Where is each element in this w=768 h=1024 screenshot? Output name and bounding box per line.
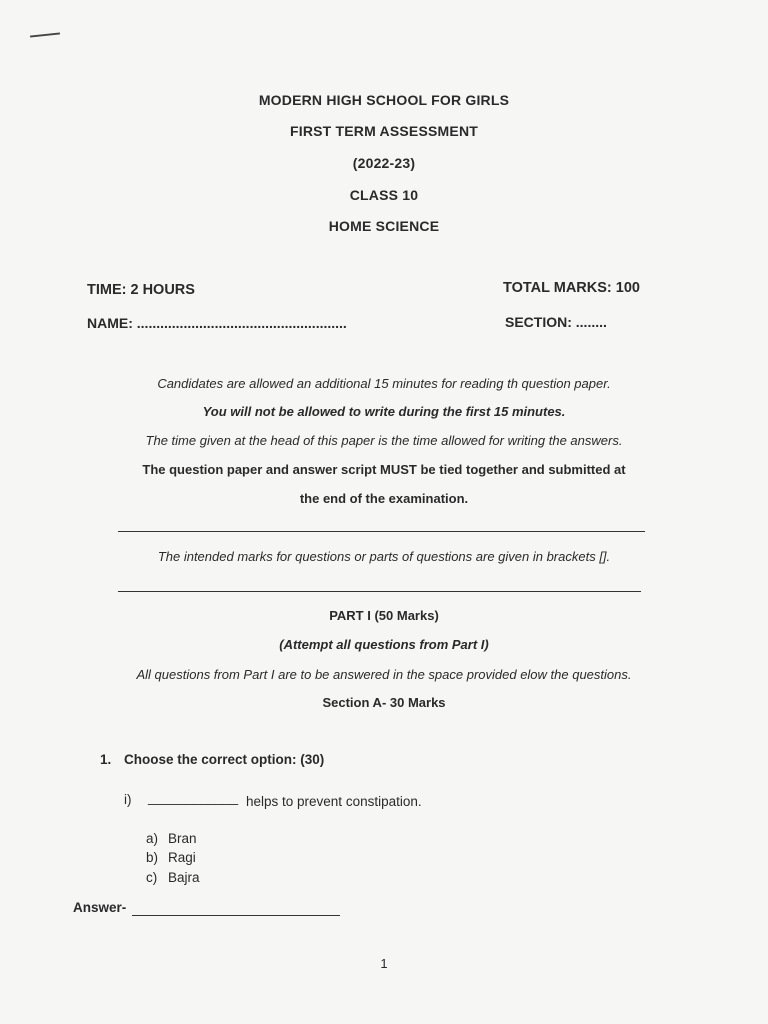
option-b [146, 850, 196, 865]
sub-question-blank: ____________ [148, 790, 239, 805]
instruction-line-4: The question paper and answer script MUST be tied together and submitted at [142, 462, 626, 477]
instruction-line-3: The time given at the head of this paper is the time allowed for writing the answers. [145, 433, 623, 448]
divider-top [118, 531, 645, 532]
option-text: Bran [168, 831, 197, 846]
option-text: Bajra [168, 870, 200, 885]
sub-question-label: i) [124, 792, 132, 807]
page-number: 1 [380, 956, 388, 971]
answer-line [132, 915, 340, 916]
part-title: PART I (50 Marks) [329, 608, 439, 623]
school-name: MODERN HIGH SCHOOL FOR GIRLS [258, 92, 510, 108]
question-text: Choose the correct option: (30) [124, 752, 325, 767]
exam-title: FIRST TERM ASSESSMENT [289, 123, 479, 139]
option-label: c) [146, 870, 158, 885]
section-title: Section A- 30 Marks [322, 695, 446, 710]
part-attempt: (Attempt all questions from Part I) [279, 637, 489, 652]
option-c [146, 870, 200, 885]
option-label: a) [146, 831, 159, 846]
time-label: TIME: 2 HOURS [87, 282, 195, 298]
total-marks-label: TOTAL MARKS: 100 [503, 280, 640, 296]
instruction-line-2: You will not be allowed to write during the first 15 minutes. [202, 404, 566, 419]
pen-mark [30, 32, 60, 37]
answer-label: Answer- [73, 900, 127, 915]
question-number: 1. [100, 752, 112, 767]
instruction-line-1: Candidates are allowed an additional 15 minutes for reading th question paper. [157, 376, 611, 391]
sub-question-text: helps to prevent constipation. [246, 794, 422, 809]
exam-year: (2022-23) [352, 155, 416, 171]
option-a [146, 831, 197, 846]
option-text: Ragi [168, 850, 196, 865]
class-label: CLASS 10 [349, 187, 419, 203]
instruction-line-5: the end of the examination. [299, 491, 469, 506]
part-note: All questions from Part I are to be answered in the space provided elow the questions. [136, 667, 632, 682]
name-field: NAME: ...................................................... [87, 315, 347, 331]
option-label: b) [146, 850, 159, 865]
marks-note: The intended marks for questions or parts of questions are given in brackets []. [157, 549, 611, 564]
section-field: SECTION: ........ [505, 314, 607, 330]
divider-bottom [118, 591, 641, 592]
subject-label: HOME SCIENCE [328, 218, 440, 234]
